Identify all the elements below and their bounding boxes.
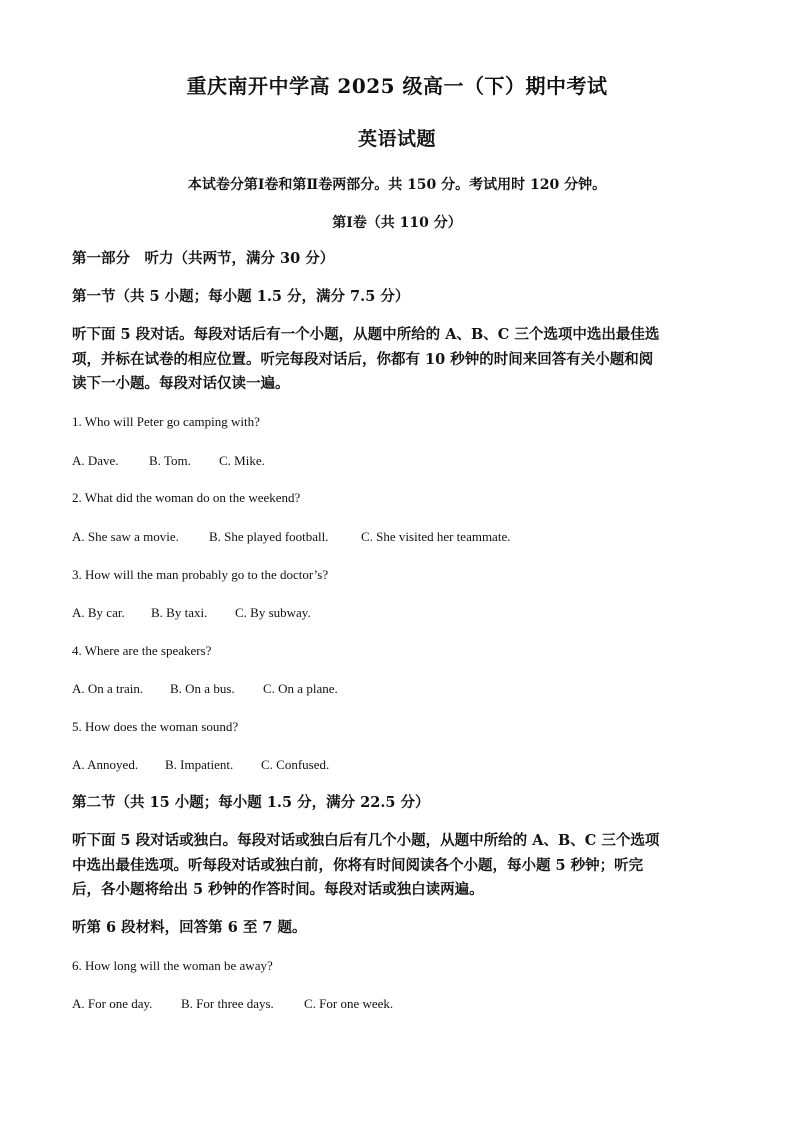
instruction-line: 听下面 5 段对话或独白。每段对话或独白后有几个小题，从题中所给的 A、B、C 三个选项 <box>72 832 660 849</box>
question-5-options <box>72 757 752 773</box>
question-4: 4. Where are the speakers? <box>72 643 212 658</box>
exam-title: 重庆南开中学高 2025 级高一（下）期中考试 <box>186 74 608 98</box>
option-b: B. On a bus. <box>170 681 235 696</box>
instruction-line: 项，并标在试卷的相应位置。听完每段对话后，你都有 10 秒钟的时间来回答有关小题和阅 <box>72 350 654 368</box>
option-a: A. Annoyed. <box>72 757 139 772</box>
question-1-options <box>72 453 752 469</box>
question-3: 3. How will the man probably go to the doctor’s? <box>72 567 329 582</box>
option-a: A. On a train. <box>72 681 144 696</box>
option-a: A. By car. <box>72 605 125 620</box>
option-c: C. Confused. <box>261 757 330 772</box>
section1-heading: 第一节（共 5 小题；每小题 1.5 分，满分 7.5 分） <box>72 288 410 305</box>
instruction-line: 中选出最佳选项。听每段对话或独白前，你将有时间阅读各个小题，每小题 5 秒钟；听完 <box>72 856 644 874</box>
volume-heading: 第Ⅰ卷（共 110 分） <box>332 215 462 231</box>
option-b: B. For three days. <box>181 996 274 1011</box>
section2-heading: 第二节（共 15 小题；每小题 1.5 分，满分 22.5 分） <box>72 794 430 811</box>
question-1: 1. Who will Peter go camping with? <box>72 414 260 429</box>
option-c: C. She visited her teammate. <box>361 529 511 544</box>
question-4-options <box>72 681 752 697</box>
material-note: 听第 6 段材料，回答第 6 至 7 题。 <box>72 919 307 936</box>
option-b: B. Tom. <box>149 453 191 468</box>
option-b: B. She played football. <box>209 529 329 544</box>
question-6-options <box>72 996 752 1012</box>
section2-instructions <box>72 829 732 903</box>
question-5: 5. How does the woman sound? <box>72 719 239 734</box>
option-c: C. By subway. <box>235 605 311 620</box>
instruction-line: 读下一小题。每段对话仅读一遍。 <box>72 375 290 392</box>
exam-note: 本试卷分第Ⅰ卷和第Ⅱ卷两部分。共 150 分。考试用时 120 分钟。 <box>187 177 607 193</box>
question-3-options <box>72 605 752 621</box>
option-c: C. On a plane. <box>263 681 338 696</box>
option-a: A. She saw a movie. <box>72 529 179 544</box>
option-a: A. For one day. <box>72 996 153 1011</box>
question-2-options <box>72 529 752 545</box>
option-a: A. Dave. <box>72 453 119 468</box>
part1-heading: 第一部分 听力（共两节，满分 30 分） <box>72 250 335 267</box>
section1-instructions <box>72 323 732 397</box>
question-6: 6. How long will the woman be away? <box>72 958 273 973</box>
option-c: C. Mike. <box>219 453 265 468</box>
option-b: B. Impatient. <box>165 757 234 772</box>
option-c: C. For one week. <box>304 996 394 1011</box>
option-b: B. By taxi. <box>151 605 208 620</box>
instruction-line: 听下面 5 段对话。每段对话后有一个小题，从题中所给的 A、B、C 三个选项中选出最佳选 <box>72 326 660 343</box>
exam-subtitle: 英语试题 <box>357 128 436 150</box>
question-2: 2. What did the woman do on the weekend? <box>72 490 301 505</box>
instruction-line: 后，各小题将给出 5 秒钟的作答时间。每段对话或独白读两遍。 <box>72 881 484 898</box>
